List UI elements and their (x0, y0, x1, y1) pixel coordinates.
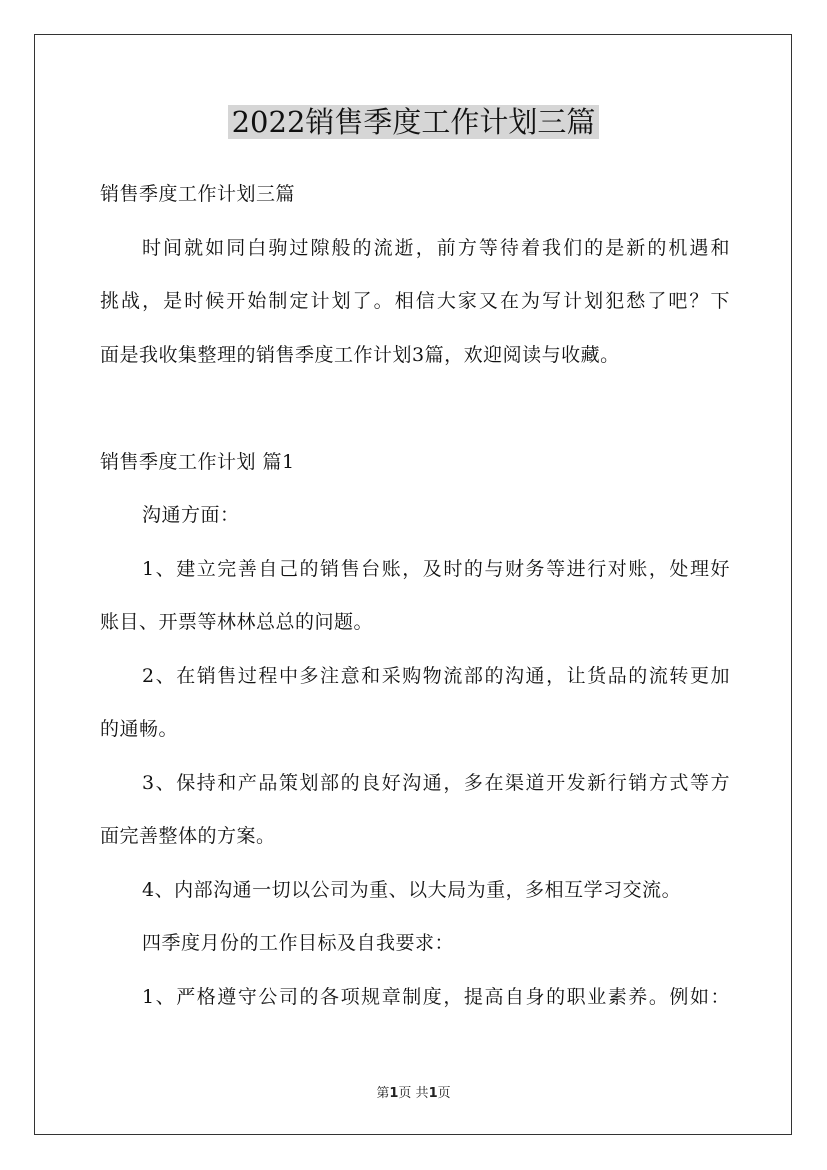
footer-current-page: 1 (389, 1086, 399, 1101)
text-line: 账目、开票等林林总总的问题。 (100, 611, 374, 633)
blank-line (100, 382, 730, 436)
text-line: 销售季度工作计划三篇 (100, 183, 296, 205)
footer-total-pages: 1 (428, 1086, 438, 1101)
page-footer (0, 1082, 827, 1101)
text-line: 1、建立完善自己的销售台账，及时的与财务等进行对账，处理好 (142, 557, 730, 580)
text-line: 时间就如同白驹过隙般的流逝，前方等待着我们的是新的机遇和 (142, 236, 730, 259)
footer-prefix: 第 (376, 1086, 390, 1101)
document-title (0, 98, 827, 146)
text-line: 2、在销售过程中多注意和采购物流部的沟通，让货品的流转更加 (142, 664, 730, 687)
text-line: 1、严格遵守公司的各项规章制度，提高自身的职业素养。例如： (142, 985, 730, 1008)
text-line: 面完善整体的方案。 (100, 825, 276, 847)
text-line: 的通畅。 (100, 718, 179, 740)
text-line: 销售季度工作计划 篇1 (100, 450, 295, 473)
document-body (100, 168, 730, 1024)
text-line: 四季度月份的工作目标及自我要求： (142, 932, 455, 954)
document-title-text: 2022销售季度工作计划三篇 (228, 105, 600, 139)
footer-suffix: 页 (437, 1086, 451, 1101)
text-line: 面是我收集整理的销售季度工作计划3篇，欢迎阅读与收藏。 (100, 343, 620, 366)
text-line: 沟通方面： (142, 504, 240, 526)
footer-mid: 页 共 (398, 1086, 429, 1101)
text-line: 4、内部沟通一切以公司为重、以大局为重，多相互学习交流。 (142, 878, 682, 901)
text-line: 挑战，是时候开始制定计划了。相信大家又在为写计划犯愁了吧？下 (100, 290, 730, 312)
text-line: 3、保持和产品策划部的良好沟通，多在渠道开发新行销方式等方 (142, 771, 730, 794)
